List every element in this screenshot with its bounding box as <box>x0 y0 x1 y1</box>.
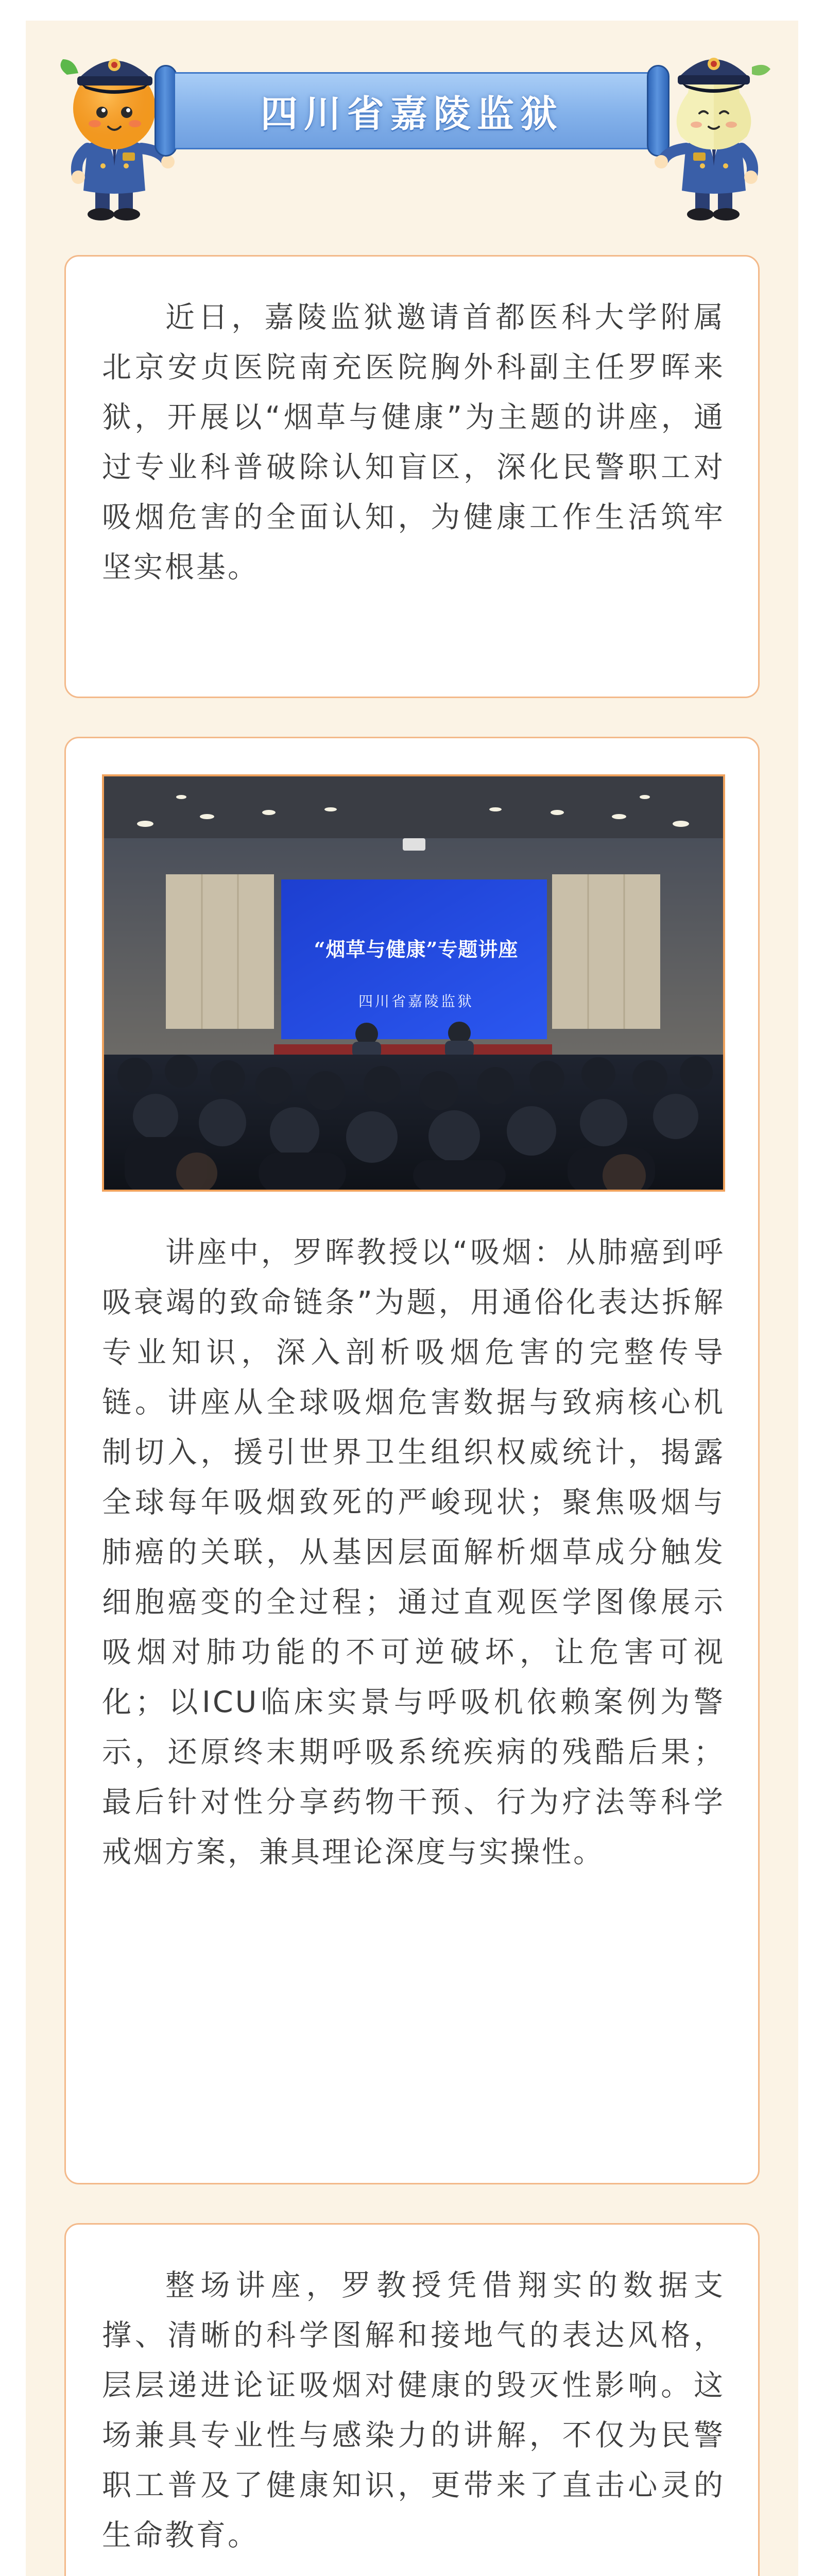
page-title: 四川省嘉陵监狱 <box>260 92 563 135</box>
summary-card <box>64 2223 760 2576</box>
lecture-paragraph: 讲座中，罗晖教授以“吸烟：从肺癌到呼吸衰竭的致命链条”为题，用通俗化表达拆解专业知识，深入剖析吸烟危害的完整传导链。讲座从全球吸烟危害数据与致病核心机制切入，援引世界卫生组织权威统计，揭露全球每年吸烟致死的严峻现状；聚焦吸烟与肺癌的关联，从基因层面解析烟草成分触发细胞癌变的全过程；通过直观医学图像展示吸烟对肺功能的不可逆破坏，让危害可视化；以ICU临床实景与呼吸机依赖案例为警示，还原终末期呼吸系统疾病的残酷后果；最后针对性分享药物干预、行为疗法等科学戒烟方案，兼具理论深度与实操性。 <box>102 1235 725 1869</box>
header-banner <box>26 21 798 227</box>
police-pear-mascot-icon <box>649 31 778 227</box>
lecture-card <box>64 737 760 2184</box>
intro-card <box>64 255 760 698</box>
scroll-rod-left <box>154 65 177 157</box>
banner-scroll <box>175 72 649 149</box>
screen-subtitle: 四川省嘉陵监狱 <box>358 993 474 1010</box>
article-page <box>26 21 798 2576</box>
screen-title: “烟草与健康”专题讲座 <box>314 938 519 961</box>
lecture-photo <box>102 774 725 1192</box>
summary-paragraph: 整场讲座，罗教授凭借翔实的数据支撑、清晰的科学图解和接地气的表达风格，层层递进论证吸烟对健康的毁灭性影响。这场兼具专业性与感染力的讲解，不仅为民警职工普及了健康知识，更带来了直击心灵的生命教育。 <box>102 2268 725 2552</box>
intro-paragraph: 近日，嘉陵监狱邀请首都医科大学附属北京安贞医院南充医院胸外科副主任罗晖来狱，开展以“烟草与健康”为主题的讲座，通过专业科普破除认知盲区，深化民警职工对吸烟危害的全面认知，为健康工作生活筑牢坚实根基。 <box>102 300 725 584</box>
